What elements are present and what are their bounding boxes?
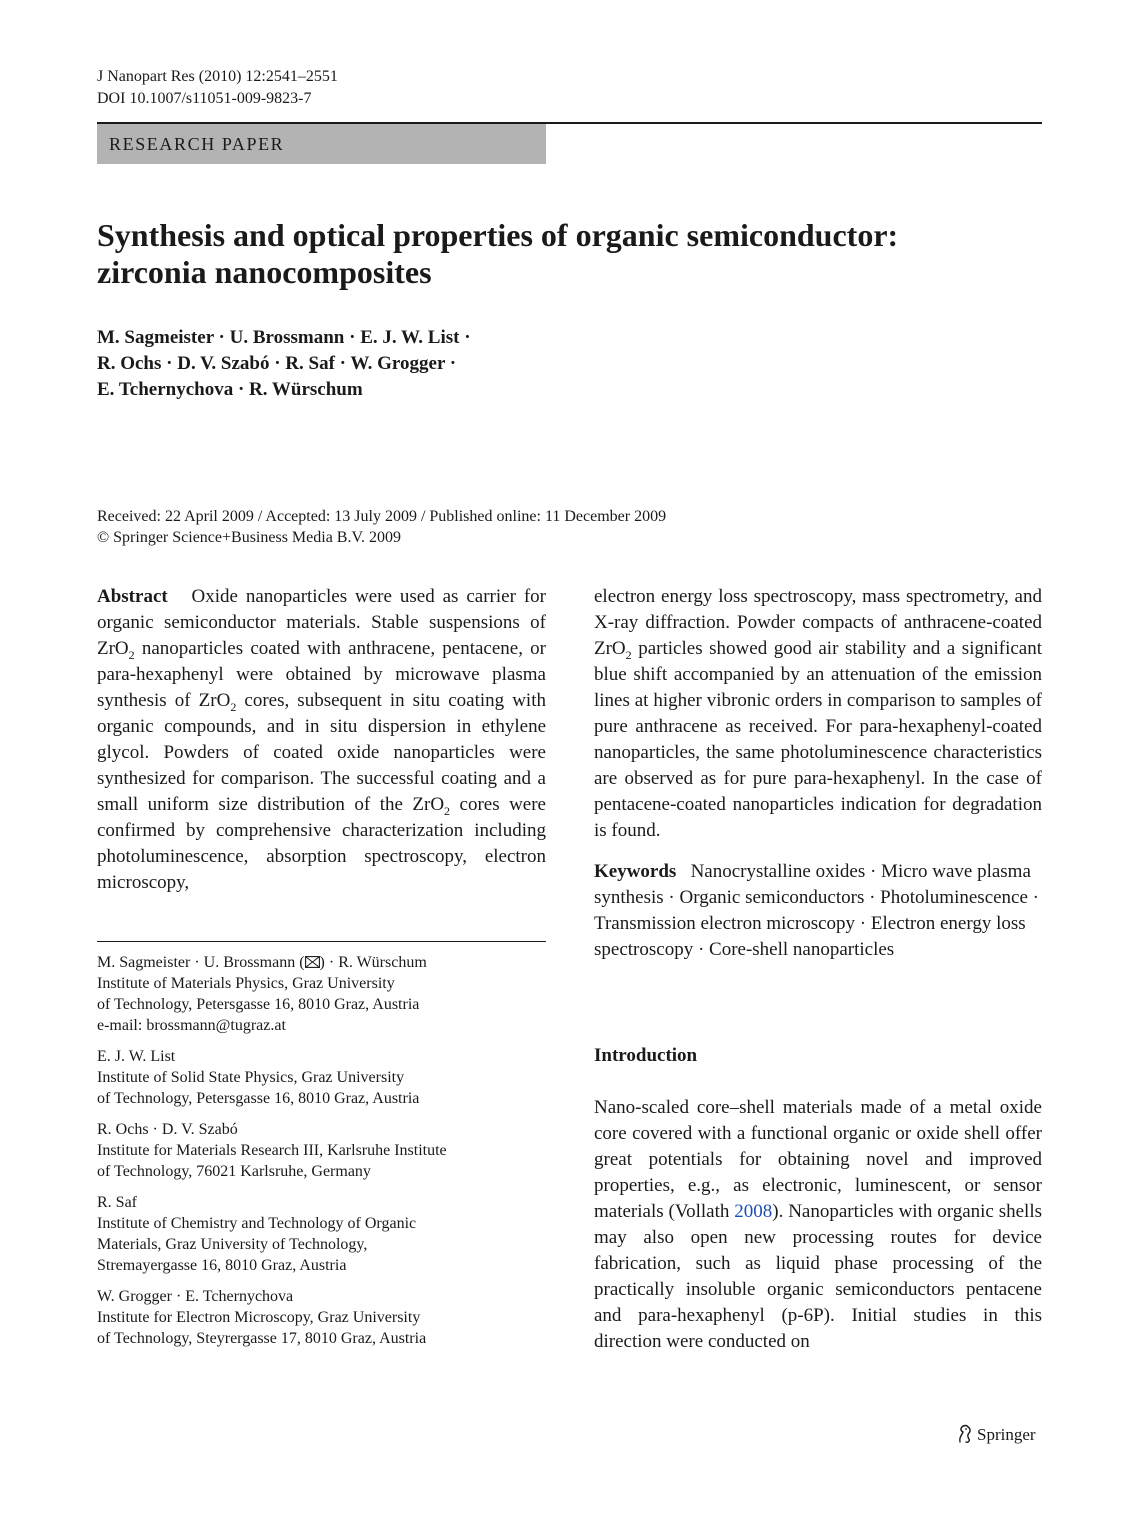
authors-line-3: E. Tchernychova · R. Würschum <box>97 379 363 400</box>
authors-line-2: R. Ochs · D. V. Szabó · R. Saf · W. Grogger · <box>97 353 457 374</box>
publisher-logo <box>956 1423 1036 1447</box>
affiliation-block: E. J. W. List Institute of Solid State Physics, Graz University of Technology, Petersgasse 16, 8010 Graz, Austria <box>97 1048 420 1107</box>
left-column <box>97 584 546 896</box>
keywords <box>594 859 1042 963</box>
envelope-icon <box>305 956 320 968</box>
copyright: © Springer Science+Business Media B.V. 2009 <box>97 529 401 546</box>
authors-line-1: M. Sagmeister · U. Brossmann · E. J. W. List · <box>97 327 471 348</box>
affiliation-block: W. Grogger · E. Tchernychova Institute for Electron Microscopy, Graz University of Technology, Steyrergasse 17, 8010 Graz, Austria <box>97 1288 427 1347</box>
paper-title <box>97 217 1042 291</box>
section-heading-introduction: Introduction <box>594 1045 698 1066</box>
affiliation-block: R. Saf Institute of Chemistry and Technology of Organic Materials, Graz University of Technology, Stremayergasse 16, 8010 Graz, Austria <box>97 1194 417 1274</box>
affiliation-block: R. Ochs · D. V. Szabó Institute for Materials Research III, Karlsruhe Institute of Technology, 76021 Karlsruhe, Germany <box>97 1121 447 1180</box>
publication-dates <box>97 506 1042 548</box>
footnote-separator <box>97 941 546 942</box>
email-link[interactable]: e-mail: brossmann@tugraz.at <box>97 1017 286 1034</box>
keywords-list: Nanocrystalline oxides · Micro wave plasma synthesis · Organic semiconductors · Photoluminescence · Transmission electron microscopy · Electron energy loss spectroscopy · Core-shell nanoparticles <box>594 861 1039 960</box>
affiliation-block: M. Sagmeister · U. Brossmann ( ) · R. Würschum Institute of Materials Physics, Graz University of Technology, Petersgasse 16, 8010 Graz, Austria e-mail: brossmann@tugraz.at <box>97 952 546 1036</box>
affiliations <box>97 952 546 1359</box>
right-column <box>594 584 1042 1355</box>
springer-horse-icon <box>956 1424 974 1444</box>
author-list <box>97 325 697 403</box>
abstract-paragraph-2: electron energy loss spectroscopy, mass spectrometry, and X-ray diffraction. Powder compacts of anthracene-coated ZrO$_2$ particles showed good air stability and a significant blue shift accompanied by an attenuation of the emission lines at higher vibronic orders in comparison to samples of pure anthracene as received. For para-hexaphenyl-coated nanoparticles, the same photoluminescence characteristics are observed as for pure para-hexaphenyl. In the case of pentacene-coated nanoparticles indication for degradation is found. <box>594 586 1042 841</box>
title-line-1: Synthesis and optical properties of organic semiconductor: <box>97 217 899 253</box>
keywords-heading: Keywords <box>594 861 677 882</box>
journal-header <box>97 66 338 110</box>
citation-link[interactable]: 2008 <box>734 1201 773 1222</box>
introduction-paragraph: Nano-scaled core–shell materials made of a metal oxide core covered with a functional organic or oxide shell offer great potentials for obtaining novel and improved properties, e.g., as electronic, luminescent, or sensor materials (Vollath 2008). Nanoparticles with organic shells may also open new processing routes for device fabrication, such as liquid phase processing of the practically insoluble organic semiconductors pentacene and para-hexaphenyl (p-6P). Initial studies in this direction were conducted on <box>594 1097 1042 1352</box>
history-dates: Received: 22 April 2009 / Accepted: 13 July 2009 / Published online: 11 December 2009 <box>97 508 667 525</box>
journal-citation: J Nanopart Res (2010) 12:2541–2551 <box>97 68 338 85</box>
abstract-paragraph-1: Abstract Oxide nanoparticles were used as carrier for organic semiconductor materials. Stable suspensions of ZrO$_2$ nanoparticles coated with anthracene, pentacene, or para-hexaphenyl were obtained by microwave plasma synthesis of ZrO$_2$ cores, subsequent in situ coating with organic compounds, and in situ dispersion in ethylene glycol. Powders of coated oxide nanoparticles were synthesized for comparison. The successful coating and a small uniform size distribution of the ZrO$_2$ cores were confirmed by comprehensive characterization including photoluminescence, absorption spectroscopy, electron microscopy, <box>97 586 546 893</box>
article-type-label: RESEARCH PAPER <box>97 124 546 164</box>
abstract-heading: Abstract <box>97 586 168 607</box>
title-line-2: zirconia nanocomposites <box>97 254 432 290</box>
publisher-name: Springer <box>977 1425 1036 1444</box>
doi: DOI 10.1007/s11051-009-9823-7 <box>97 90 312 107</box>
